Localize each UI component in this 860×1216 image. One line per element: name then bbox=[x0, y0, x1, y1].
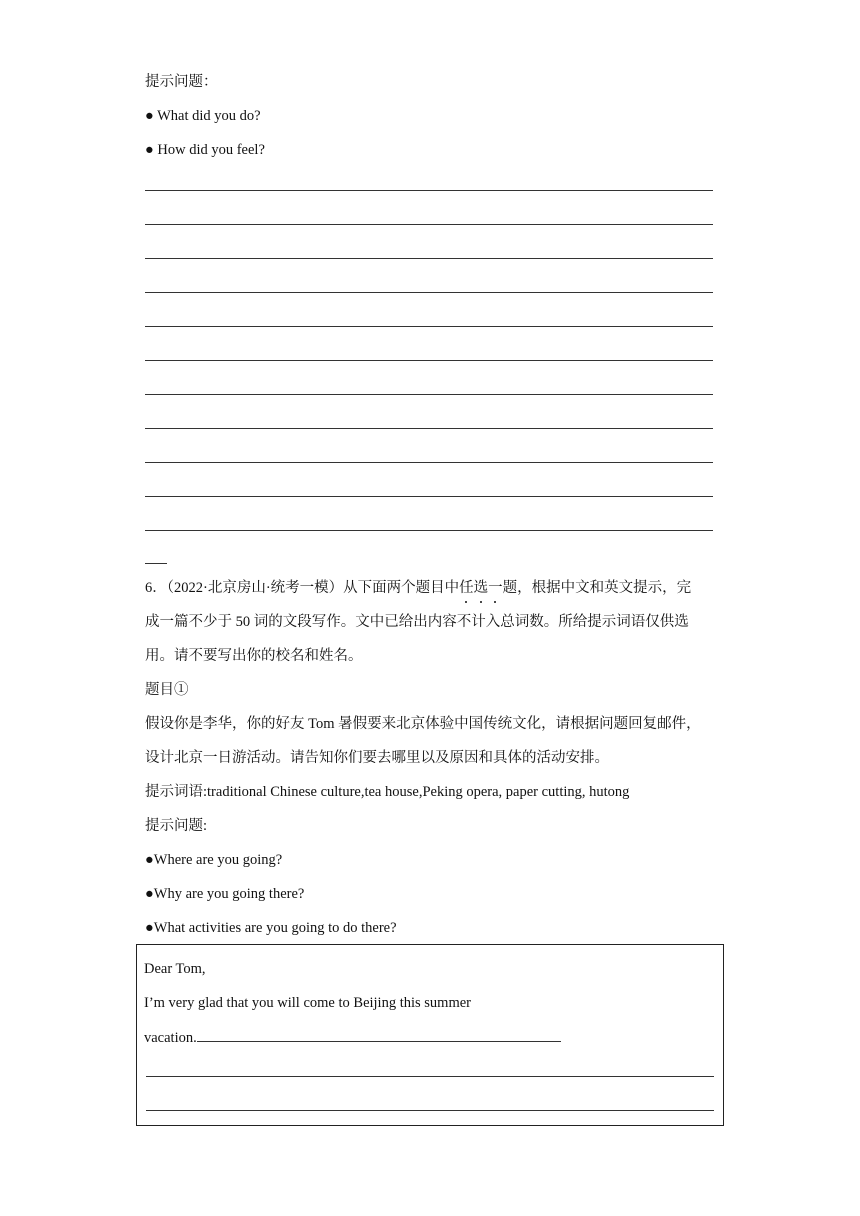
answer-line[interactable] bbox=[146, 1110, 714, 1111]
q6-instruction-line-3: 用。请不要写出你的校名和姓名。 bbox=[145, 648, 363, 664]
q6-line1-pre: 6．（2022·北京房山·统考一模）从下面两个题目中 bbox=[145, 580, 460, 596]
letter-greeting: Dear Tom, bbox=[144, 961, 206, 977]
topic-line-2: 设计北京一日游活动。请告知你们要去哪里以及原因和具体的活动安排。 bbox=[145, 750, 609, 766]
topic-title: 题目① bbox=[145, 682, 189, 698]
letter-box bbox=[136, 944, 724, 1126]
emphasis-char: 选 bbox=[473, 580, 489, 596]
answer-line[interactable] bbox=[145, 496, 713, 497]
topic-line-1: 假设你是李华，你的好友 Tom 暑假要来北京体验中国传统文化，请根据问题回复邮件， bbox=[145, 716, 701, 732]
letter-line-1: I’m very glad that you will come to Beijing this summer bbox=[144, 995, 472, 1011]
answer-line[interactable] bbox=[145, 224, 713, 225]
answer-line[interactable] bbox=[145, 360, 713, 361]
q6-instruction-line-1 bbox=[145, 578, 691, 598]
answer-line[interactable] bbox=[145, 326, 713, 327]
q6-question-3: ●What activities are you going to do there? bbox=[145, 920, 397, 936]
inline-answer-line[interactable] bbox=[197, 1027, 561, 1042]
answer-line[interactable] bbox=[146, 1076, 714, 1077]
answer-line-end[interactable] bbox=[145, 563, 167, 564]
letter-line-2 bbox=[144, 1027, 561, 1048]
answer-line[interactable] bbox=[145, 530, 713, 531]
letter-line-2-start: vacation. bbox=[144, 1030, 197, 1046]
hint-words: 提示词语:traditional Chinese culture,tea house,Peking opera, paper cutting, hutong bbox=[145, 784, 630, 800]
answer-line[interactable] bbox=[145, 462, 713, 463]
emphasis-char: 一 bbox=[488, 580, 503, 596]
answer-line[interactable] bbox=[145, 292, 713, 293]
answer-line[interactable] bbox=[145, 258, 713, 259]
q6-line1-post: 题，根据中文和英文提示，完 bbox=[502, 580, 692, 596]
q6-question-2: ●Why are you going there? bbox=[145, 886, 305, 902]
emphasis-char: 任 bbox=[459, 580, 474, 596]
answer-line[interactable] bbox=[145, 190, 713, 191]
answer-line[interactable] bbox=[145, 394, 713, 395]
q5-question-1: ● What did you do? bbox=[145, 108, 261, 124]
q5-question-2: ● How did you feel? bbox=[145, 142, 265, 158]
answer-line[interactable] bbox=[145, 428, 713, 429]
q5-prompt-label: 提示问题： bbox=[145, 74, 218, 90]
q6-prompt-label: 提示问题: bbox=[145, 818, 208, 834]
q6-question-1: ●Where are you going? bbox=[145, 852, 283, 868]
q6-instruction-line-2: 成一篇不少于 50 词的文段写作。文中已给出内容不计入总词数。所给提示词语仅供选 bbox=[145, 614, 689, 630]
